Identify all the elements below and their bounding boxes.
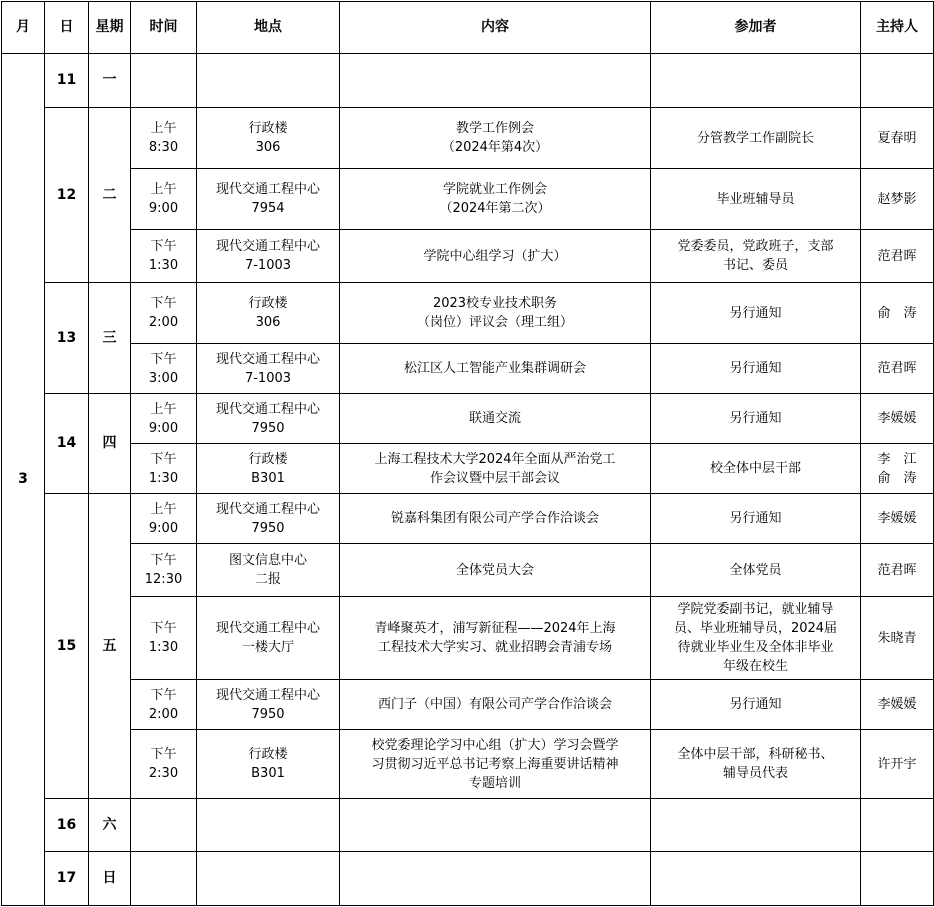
attendees-cell — [651, 544, 861, 597]
content-line: （2024年第二次） — [439, 201, 551, 216]
place-line: 7950 — [251, 520, 285, 536]
time-line: 上午 — [150, 182, 177, 197]
header-content: 内容 — [340, 2, 651, 54]
content-cell — [340, 230, 651, 283]
host-line: 李媛媛 — [877, 411, 917, 426]
place-cell — [197, 169, 340, 230]
attendees-line: 学院党委副书记，就业辅导 — [677, 602, 834, 617]
place-cell — [197, 680, 340, 730]
table-row — [2, 108, 934, 169]
place-cell — [197, 108, 340, 169]
time-line: 8:30 — [148, 140, 179, 155]
table-row — [2, 344, 934, 394]
header-place: 地点 — [197, 2, 340, 54]
content-cell — [340, 544, 651, 597]
empty-cell — [131, 54, 197, 108]
empty-cell — [340, 54, 651, 108]
attendees-cell — [651, 394, 861, 444]
weekday-cell: 六 — [89, 799, 131, 852]
host-line: 俞 涛 — [877, 470, 917, 486]
content-cell — [340, 108, 651, 169]
attendees-line: 另行通知 — [729, 361, 782, 376]
weekday-cell: 五 — [89, 494, 131, 799]
attendees-cell — [651, 494, 861, 544]
time-cell — [131, 169, 197, 230]
place-line: 7954 — [251, 201, 285, 216]
attendees-cell — [651, 597, 861, 680]
weekday-cell: 一 — [89, 54, 131, 108]
content-line: 工程技术大学实习、就业招聘会青浦专场 — [377, 640, 612, 655]
table-row — [2, 544, 934, 597]
place-cell — [197, 444, 340, 494]
time-line: 上午 — [150, 401, 177, 417]
table-row — [2, 230, 934, 283]
header-attendees: 参加者 — [651, 2, 861, 54]
time-line: 1:30 — [148, 640, 179, 655]
place-line: 现代交通工程中心 — [215, 239, 320, 254]
table-row — [2, 54, 934, 108]
empty-cell — [131, 799, 197, 852]
host-cell — [861, 394, 934, 444]
content-cell — [340, 344, 651, 394]
place-line: 306 — [255, 315, 281, 330]
attendees-line: 全体党员 — [729, 562, 782, 578]
time-line: 9:00 — [148, 520, 179, 536]
host-cell — [861, 444, 934, 494]
attendees-line: 年级在校生 — [722, 659, 788, 674]
day-cell: 14 — [45, 394, 89, 494]
content-cell — [340, 494, 651, 544]
time-line: 下午 — [150, 351, 177, 367]
content-line: 松江区人工智能产业集群调研会 — [403, 361, 586, 376]
time-line: 1:30 — [148, 470, 179, 486]
time-cell — [131, 494, 197, 544]
attendees-line: 党委委员，党政班子，支部 — [677, 239, 834, 254]
attendees-line: 员、毕业班辅导员，2024届 — [673, 621, 838, 636]
attendees-line: 另行通知 — [729, 697, 782, 712]
content-cell — [340, 597, 651, 680]
place-line: B301 — [251, 766, 285, 781]
content-line: 专题培训 — [468, 775, 521, 791]
time-line: 下午 — [150, 239, 177, 254]
host-cell — [861, 544, 934, 597]
host-cell — [861, 283, 934, 344]
content-line: 上海工程技术大学2024年全面从严治党工 — [374, 451, 616, 467]
content-cell — [340, 169, 651, 230]
header-weekday: 星期 — [89, 2, 131, 54]
empty-cell — [197, 799, 340, 852]
attendees-line: 校全体中层干部 — [709, 461, 801, 476]
table-row — [2, 730, 934, 799]
place-cell — [197, 230, 340, 283]
time-line: 12:30 — [144, 572, 183, 587]
time-line: 下午 — [150, 296, 177, 311]
content-cell — [340, 730, 651, 799]
host-cell — [861, 494, 934, 544]
empty-cell — [197, 852, 340, 906]
content-line: 全体党员大会 — [455, 562, 534, 578]
weekday-cell: 日 — [89, 852, 131, 906]
header-month: 月 — [2, 2, 45, 54]
day-cell: 11 — [45, 54, 89, 108]
host-line: 赵梦影 — [877, 191, 917, 207]
day-cell: 17 — [45, 852, 89, 906]
place-line: 一楼大厅 — [241, 640, 294, 655]
place-cell — [197, 394, 340, 444]
content-cell — [340, 394, 651, 444]
attendees-cell — [651, 108, 861, 169]
empty-cell — [340, 799, 651, 852]
place-cell — [197, 544, 340, 597]
time-cell — [131, 283, 197, 344]
host-cell — [861, 169, 934, 230]
host-cell — [861, 597, 934, 680]
attendees-cell — [651, 230, 861, 283]
header-host: 主持人 — [861, 2, 934, 54]
place-line: 7-1003 — [244, 258, 292, 273]
host-line: 范君晖 — [877, 248, 917, 264]
day-cell: 15 — [45, 494, 89, 799]
weekday-cell: 二 — [89, 108, 131, 283]
empty-cell — [651, 54, 861, 108]
place-line: 行政楼 — [248, 296, 288, 311]
attendees-line: 另行通知 — [729, 511, 782, 526]
time-line: 2:00 — [148, 706, 179, 722]
time-cell — [131, 344, 197, 394]
place-line: 现代交通工程中心 — [215, 621, 320, 636]
host-line: 李媛媛 — [877, 697, 917, 712]
place-line: 图文信息中心 — [228, 553, 307, 568]
weekday-cell: 三 — [89, 283, 131, 394]
place-line: 二报 — [254, 572, 281, 587]
host-line: 夏春明 — [877, 130, 917, 146]
header-row — [2, 2, 934, 54]
day-cell: 13 — [45, 283, 89, 394]
content-line: 校党委理论学习中心组（扩大）学习会暨学 — [371, 737, 619, 753]
attendees-cell — [651, 344, 861, 394]
place-line: 现代交通工程中心 — [215, 401, 320, 417]
place-cell — [197, 283, 340, 344]
content-cell — [340, 283, 651, 344]
host-line: 范君晖 — [877, 562, 917, 578]
time-line: 2:00 — [148, 315, 179, 330]
place-line: 行政楼 — [248, 121, 288, 136]
attendees-line: 毕业班辅导员 — [716, 191, 795, 207]
place-line: 行政楼 — [248, 747, 288, 762]
time-line: 下午 — [150, 451, 177, 467]
table-row — [2, 283, 934, 344]
place-line: 行政楼 — [248, 451, 288, 467]
attendees-line: 分管教学工作副院长 — [696, 130, 814, 146]
empty-cell — [651, 799, 861, 852]
content-line: 学院就业工作例会 — [442, 182, 547, 197]
empty-cell — [861, 852, 934, 906]
place-line: 现代交通工程中心 — [215, 351, 320, 367]
time-line: 3:00 — [148, 370, 179, 386]
place-line: 7-1003 — [244, 370, 292, 386]
content-line: 锐嘉科集团有限公司产学合作洽谈会 — [390, 511, 599, 526]
time-cell — [131, 730, 197, 799]
table-row — [2, 680, 934, 730]
time-line: 上午 — [150, 501, 177, 517]
empty-cell — [131, 852, 197, 906]
time-line: 9:00 — [148, 420, 179, 436]
schedule-table — [1, 1, 934, 906]
host-cell — [861, 230, 934, 283]
weekday-cell: 四 — [89, 394, 131, 494]
place-cell — [197, 597, 340, 680]
content-line: （岗位）评议会（理工组） — [416, 315, 573, 330]
host-cell — [861, 730, 934, 799]
day-cell: 16 — [45, 799, 89, 852]
empty-cell — [861, 799, 934, 852]
table-row — [2, 494, 934, 544]
place-line: B301 — [251, 470, 285, 486]
host-line: 许开宇 — [877, 756, 917, 772]
host-cell — [861, 108, 934, 169]
place-line: 现代交通工程中心 — [215, 182, 320, 197]
time-line: 下午 — [150, 553, 177, 568]
place-cell — [197, 730, 340, 799]
content-line: 作会议暨中层干部会议 — [429, 470, 560, 486]
place-line: 7950 — [251, 706, 285, 722]
time-cell — [131, 444, 197, 494]
place-line: 7950 — [251, 420, 285, 436]
time-cell — [131, 394, 197, 444]
content-line: 习贯彻习近平总书记考察上海重要讲话精神 — [371, 756, 619, 772]
host-cell — [861, 680, 934, 730]
time-cell — [131, 108, 197, 169]
attendees-line: 全体中层干部，科研秘书、 — [677, 747, 834, 762]
attendees-cell — [651, 444, 861, 494]
time-line: 2:30 — [148, 766, 179, 781]
content-line: 教学工作例会 — [455, 121, 534, 136]
attendees-line: 另行通知 — [729, 411, 782, 426]
time-cell — [131, 544, 197, 597]
time-cell — [131, 680, 197, 730]
attendees-cell — [651, 283, 861, 344]
attendees-cell — [651, 730, 861, 799]
time-line: 下午 — [150, 621, 177, 636]
day-cell: 12 — [45, 108, 89, 283]
content-line: 西门子（中国）有限公司产学合作洽谈会 — [377, 697, 612, 712]
time-line: 1:30 — [148, 258, 179, 273]
table-row — [2, 169, 934, 230]
table-row — [2, 799, 934, 852]
time-line: 上午 — [150, 121, 177, 136]
content-cell — [340, 680, 651, 730]
time-line: 9:00 — [148, 201, 179, 216]
host-line: 朱晓青 — [877, 630, 917, 646]
place-line: 现代交通工程中心 — [215, 501, 320, 517]
time-line: 下午 — [150, 747, 177, 762]
table-row — [2, 444, 934, 494]
host-line: 李 江 — [877, 451, 917, 467]
content-line: 联通交流 — [468, 411, 521, 426]
header-time: 时间 — [131, 2, 197, 54]
place-cell — [197, 494, 340, 544]
empty-cell — [197, 54, 340, 108]
attendees-cell — [651, 680, 861, 730]
host-cell — [861, 344, 934, 394]
time-line: 下午 — [150, 687, 177, 703]
header-day: 日 — [45, 2, 89, 54]
content-line: 2023校专业技术职务 — [432, 296, 558, 311]
empty-cell — [340, 852, 651, 906]
attendees-line: 书记、委员 — [722, 258, 788, 273]
table-row — [2, 852, 934, 906]
host-line: 俞 涛 — [877, 305, 917, 321]
empty-cell — [651, 852, 861, 906]
host-line: 范君晖 — [877, 361, 917, 376]
table-row — [2, 394, 934, 444]
time-cell — [131, 230, 197, 283]
place-cell — [197, 344, 340, 394]
content-line: （2024年第4次） — [441, 140, 549, 155]
month-cell: 3 — [2, 54, 45, 906]
content-cell — [340, 444, 651, 494]
place-line: 现代交通工程中心 — [215, 687, 320, 703]
attendees-line: 辅导员代表 — [722, 766, 788, 781]
attendees-line: 另行通知 — [729, 305, 782, 321]
attendees-cell — [651, 169, 861, 230]
table-row — [2, 597, 934, 680]
empty-cell — [861, 54, 934, 108]
place-line: 306 — [255, 140, 281, 155]
content-line: 学院中心组学习（扩大） — [423, 248, 567, 264]
attendees-line: 待就业毕业生及全体非毕业 — [677, 640, 834, 655]
host-line: 李媛媛 — [877, 511, 917, 526]
content-line: 青峰聚英才，浦写新征程——2024年上海 — [374, 621, 616, 636]
time-cell — [131, 597, 197, 680]
